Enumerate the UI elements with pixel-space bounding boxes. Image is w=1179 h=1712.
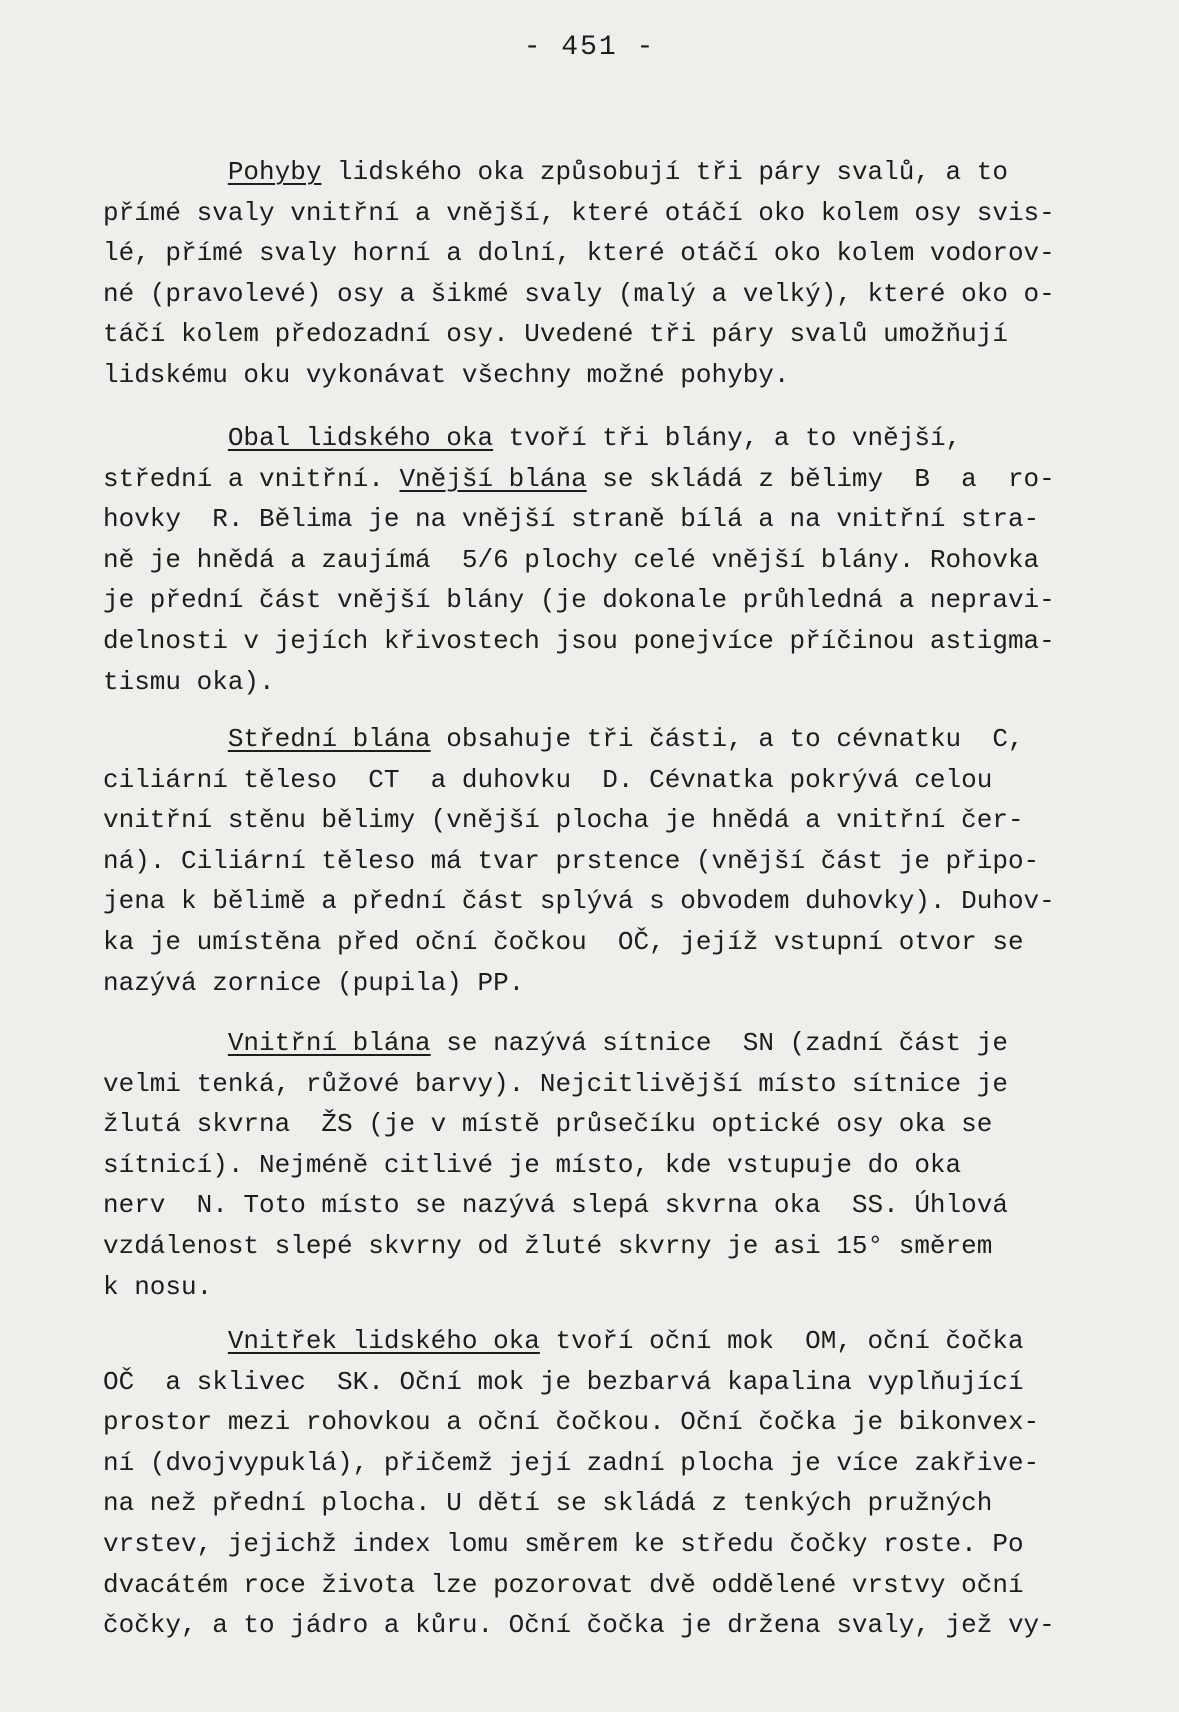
underlined-heading: Vnitřní blána xyxy=(227,1028,431,1058)
text-segment xyxy=(103,1326,228,1356)
text-segment: tvoří tři blány, a to vnější, xyxy=(493,423,962,453)
text-segment: ciliární těleso CT a duhovku D. Cévnatka pokrývá celou xyxy=(103,764,993,795)
text-segment: ná). Ciliární těleso má tvar prstence (vnější část je připo- xyxy=(103,845,1040,876)
text-segment: žlutá skvrna ŽS (je v místě průsečíku optické osy oka se xyxy=(103,1109,993,1140)
text-segment: čočky, a to jádro a kůru. Oční čočka je držena svaly, jež vy- xyxy=(103,1610,1055,1641)
text-segment: lé, přímé svaly horní a dolní, které otáčí oko kolem vodorov- xyxy=(103,238,1055,269)
paragraph-eye-movements xyxy=(103,152,1133,396)
text-line xyxy=(103,580,1133,621)
text-segment: OČ a sklivec SK. Oční mok je bezbarvá kapalina vyplňující xyxy=(103,1366,1024,1397)
text-segment xyxy=(103,423,228,453)
paragraph-middle-membrane xyxy=(103,719,1133,1003)
text-line xyxy=(103,1524,1133,1565)
text-line xyxy=(103,193,1133,234)
text-segment: hovky R. Bělima je na vnější straně bílá a na vnitřní stra- xyxy=(103,504,1040,535)
text-segment: tismu oka). xyxy=(103,666,275,697)
text-line xyxy=(103,1483,1133,1524)
text-line xyxy=(103,922,1133,963)
text-line xyxy=(103,1321,1133,1362)
text-segment: táčí kolem předozadní osy. Uvedené tři páry svalů umožňují xyxy=(103,319,1008,350)
text-line xyxy=(103,355,1133,396)
text-line xyxy=(103,841,1133,882)
text-line xyxy=(103,459,1133,500)
text-segment: se skládá z bělimy B a ro- xyxy=(586,463,1055,494)
text-line xyxy=(103,1185,1133,1226)
text-segment: sítnicí). Nejméně citlivé je místo, kde vstupuje do oka xyxy=(103,1149,962,1180)
text-line xyxy=(103,662,1133,703)
text-segment xyxy=(103,1028,228,1058)
text-segment: ně je hnědá a zaujímá 5/6 plochy celé vnější blány. Rohovka xyxy=(103,544,1040,575)
text-segment: se nazývá sítnice SN (zadní část je xyxy=(430,1028,1008,1058)
paragraph-inner-membrane xyxy=(103,1023,1133,1307)
text-segment: prostor mezi rohovkou a oční čočkou. Oční čočka je bikonvex- xyxy=(103,1407,1040,1438)
text-segment xyxy=(103,157,228,187)
text-segment: vrstev, jejichž index lomu směrem ke středu čočky roste. Po xyxy=(103,1528,1024,1559)
paragraph-eye-interior xyxy=(103,1321,1133,1646)
text-segment: k nosu. xyxy=(103,1271,213,1302)
text-line xyxy=(103,963,1133,1004)
text-line xyxy=(103,1226,1133,1267)
text-line xyxy=(103,621,1133,662)
text-segment: nerv N. Toto místo se nazývá slepá skvrna oka SS. Úhlová xyxy=(103,1190,1008,1221)
text-line xyxy=(103,1402,1133,1443)
text-segment: né (pravolevé) osy a šikmé svaly (malý a velký), které oko o- xyxy=(103,278,1055,309)
text-segment: ka je umístěna před oční čočkou OČ, jejíž vstupní otvor se xyxy=(103,926,1024,957)
text-segment: delnosti v jejích křivostech jsou ponejvíce příčinou astigma- xyxy=(103,625,1055,656)
text-segment: přímé svaly vnitřní a vnější, které otáčí oko kolem osy svis- xyxy=(103,197,1055,228)
underlined-heading: Obal lidského oka xyxy=(227,423,494,453)
text-line xyxy=(103,314,1133,355)
text-segment: obsahuje tři části, a to cévnatku C, xyxy=(430,724,1024,754)
underlined-heading: Vnitřek lidského oka xyxy=(227,1326,540,1356)
text-segment: tvoří oční mok OM, oční čočka xyxy=(539,1326,1024,1356)
text-line xyxy=(103,540,1133,581)
text-line xyxy=(103,881,1133,922)
underlined-heading: Pohyby xyxy=(227,157,322,187)
text-segment: lidského oka způsobují tři páry svalů, a to xyxy=(321,157,1008,187)
text-line xyxy=(103,1064,1133,1105)
text-line xyxy=(103,1267,1133,1308)
text-line xyxy=(103,800,1133,841)
text-segment: vnitřní stěnu bělimy (vnější plocha je hnědá a vnitřní čer- xyxy=(103,805,1024,836)
text-line xyxy=(103,418,1133,459)
underlined-heading: Střední blána xyxy=(227,724,431,754)
text-segment: je přední část vnější blány (je dokonale průhledná a nepravi- xyxy=(103,585,1055,616)
text-line xyxy=(103,719,1133,760)
page-number: - 451 - xyxy=(523,32,656,63)
text-line xyxy=(103,1145,1133,1186)
text-segment: na než přední plocha. U dětí se skládá z tenkých pružných xyxy=(103,1488,993,1519)
text-line xyxy=(103,1362,1133,1403)
text-segment: ní (dvojvypuklá), přičemž její zadní plocha je více zakřive- xyxy=(103,1447,1040,1478)
text-line xyxy=(103,233,1133,274)
text-segment: jena k bělimě a přední část splývá s obvodem duhovky). Duhov- xyxy=(103,886,1055,917)
text-line xyxy=(103,1565,1133,1606)
text-segment: lidskému oku vykonávat všechny možné pohyby. xyxy=(103,359,790,390)
text-segment: nazývá zornice (pupila) PP. xyxy=(103,967,525,998)
text-line xyxy=(103,152,1133,193)
text-segment: vzdálenost slepé skvrny od žluté skvrny je asi 15° směrem xyxy=(103,1230,993,1261)
text-segment xyxy=(103,724,228,754)
text-line xyxy=(103,499,1133,540)
text-line xyxy=(103,1023,1133,1064)
underlined-heading: Vnější blána xyxy=(399,463,587,494)
text-segment: velmi tenká, růžové barvy). Nejcitlivější místo sítnice je xyxy=(103,1068,1008,1099)
paragraph-eye-cover xyxy=(103,418,1133,702)
text-line xyxy=(103,1605,1133,1646)
text-line xyxy=(103,1104,1133,1145)
text-line xyxy=(103,274,1133,315)
text-line xyxy=(103,760,1133,801)
text-segment: střední a vnitřní. xyxy=(103,463,400,494)
text-segment: dvacátém roce života lze pozorovat dvě oddělené vrstvy oční xyxy=(103,1569,1024,1600)
text-line xyxy=(103,1443,1133,1484)
